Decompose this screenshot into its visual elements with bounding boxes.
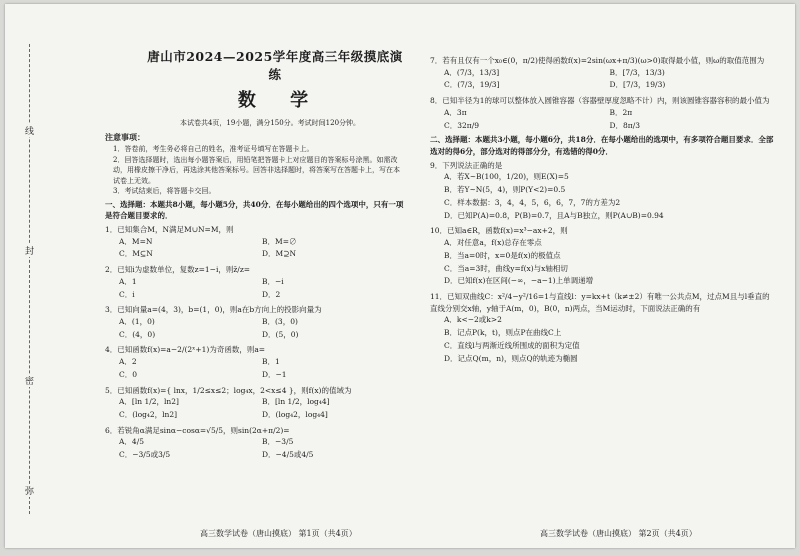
- option: C．(log₄2，ln2]: [119, 409, 178, 419]
- question-options: [105, 356, 405, 382]
- notice-heading: 注意事项：: [105, 132, 145, 143]
- left-column: [105, 48, 405, 462]
- option: C．(4，0): [119, 329, 156, 339]
- option: B．2π: [609, 107, 633, 117]
- option: D．2: [262, 289, 281, 299]
- option: C．当a=3时，曲线y=f(x)与x轴相切: [444, 263, 568, 273]
- option: A．M=N: [119, 236, 153, 246]
- notice-list: [105, 144, 405, 197]
- option: D．记点Q(m，n)，则点Q的轨迹为椭圆: [444, 353, 578, 363]
- question-stem: 9．下列说法正确的是: [430, 160, 503, 170]
- binding-mark: 线: [23, 126, 33, 135]
- option: D．−4/5或4/5: [262, 450, 314, 460]
- option: C．−3/5或3/5: [119, 450, 171, 460]
- option: D．已知P(A)=0.8，P(B)=0.7，且A与B独立，则P(A∪B)=0.94: [444, 210, 664, 220]
- option: A．(7/3，13/3]: [444, 67, 500, 77]
- question-stem: 4．已知函数f(x)=a−2/(2ˣ+1)为奇函数，则a=: [105, 345, 266, 355]
- option: A．若X~B(100，1/20)，则E(X)=5: [444, 172, 569, 182]
- option: C．32π/9: [444, 120, 480, 130]
- option: D．已知f(x)在区间(−∞，−a−1)上单调递增: [444, 276, 594, 286]
- notice-item: 1．答卷前，考生务必将自己的姓名，准考证号填写在答题卡上。: [113, 145, 314, 154]
- question-stem: 2．已知i为虚数单位，复数z=1−i，则z̄/z=: [105, 265, 251, 275]
- option: D．[7/3，19/3): [609, 80, 666, 90]
- section-heading: 二、选择题：本题共3小题，每小题6分，共18分．在每小题给出的选项中，有多项符合题目要求．全部选对的得6分，部分选对的得部分分，有选错的得0分．: [430, 135, 774, 156]
- page-footer-right: 高三数学试卷（唐山摸底） 第2页（共4页）: [540, 529, 697, 538]
- option: A．1: [119, 276, 137, 286]
- option: C．样本数据：3，4，4，5，6，6，7，7的方差为2: [444, 197, 621, 207]
- option: B．−3/5: [262, 437, 294, 447]
- option: B．记点P(k，t)，则点P在曲线C上: [444, 328, 562, 337]
- question-options: [430, 314, 775, 365]
- option: D．8π/3: [609, 120, 641, 130]
- option: D．−1: [262, 369, 287, 379]
- option: B．1: [262, 357, 280, 367]
- option: C．i: [119, 289, 135, 299]
- question-options: [430, 107, 775, 133]
- binding-mark: 弥: [23, 486, 33, 495]
- binding-mark: 密: [23, 376, 33, 385]
- question-options: [105, 396, 405, 422]
- question-stem: 11．已知双曲线C：x²/4−y²/16=1与直线l：y=kx+t（k≠±2）有唯一公共点M，过点M且与l垂直的直线分别交x轴，y轴于A(m，0)，B(0，n)两点，当M运动时，下面说法正确的有: [430, 292, 770, 313]
- question-options: [430, 171, 775, 222]
- option: A．k<−2或k>2: [444, 315, 502, 325]
- question-stem: 8．已知半径为1的球可以整体放入圆锥容器（容器壁厚度忽略不计）内，则该圆锥容器容积的最小值为: [430, 96, 770, 106]
- question-options: [105, 436, 405, 462]
- binding-line: [15, 44, 45, 514]
- option: C．M⊆N: [119, 249, 153, 259]
- page-footer-left: 高三数学试卷（唐山摸底） 第1页（共4页）: [200, 529, 357, 538]
- question-stem: 6．若锐角α满足sinα−cosα=√5/5，则sin(2α+π/2)=: [105, 425, 290, 435]
- option: D．(log₄2，log₄4]: [262, 409, 328, 419]
- question-options: [105, 316, 405, 342]
- question-options: [430, 237, 775, 288]
- option: C．直线l与两渐近线所围成的面积为定值: [444, 340, 580, 350]
- section-heading: 一、选择题：本题共8小题，每小题5分，共40分．在每小题给出的四个选项中，只有一项是符合题目要求的．: [105, 199, 404, 220]
- notice-item: 2．回答选择题时，选出每小题答案后，用铅笔把答题卡上对应题目的答案标号涂黑。如需改动，用橡皮擦干净后，再选涂其他答案标号。回答非选择题时，将答案写在答题卡上，写在本试卷上无效。: [113, 155, 400, 185]
- option: A．3π: [444, 107, 467, 117]
- binding-mark: 封: [23, 246, 33, 255]
- question-options: [105, 276, 405, 302]
- option: B．M=∅: [262, 236, 297, 246]
- option: B．[7/3，13/3): [609, 67, 665, 77]
- exam-title: 唐山市2024—2025学年度高三年级摸底演练: [147, 49, 403, 83]
- question-stem: 7．若有且仅有一个x₀∈(0，π/2)使得函数f(x)=2sin(ωx+π/3)(ω>0)取得最小值，则ω的取值范围为: [430, 56, 765, 65]
- option: D．M⊇N: [262, 249, 297, 259]
- binding-dashed-line: [29, 44, 30, 514]
- option: B．(3，0): [262, 316, 298, 326]
- question-stem: 10．已知a∈R，函数f(x)=x³−ax+2，则: [430, 226, 568, 236]
- option: C．(7/3，19/3]: [444, 80, 500, 90]
- option: A．[ln 1/2，ln2]: [119, 397, 179, 407]
- question-options: [430, 67, 775, 93]
- option: A．2: [119, 357, 137, 367]
- question-stem: 5．已知函数f(x)={ lnx，1/2≤x≤2；log₄x，2<x≤4 }，则f(x)的值域为: [105, 385, 352, 395]
- option: B．−i: [262, 276, 284, 286]
- option: A．对任意a，f(x)总存在零点: [444, 238, 542, 247]
- notice-item: 3．考试结束后，将答题卡交回。: [113, 187, 216, 196]
- exam-info: 本试卷共4页，19小题，满分150分。考试时间120分钟。: [179, 119, 361, 128]
- option: B．若Y~N(5，4)，则P(Y<2)=0.5: [444, 185, 566, 195]
- exam-paper: [5, 4, 795, 548]
- question-options: [105, 236, 405, 262]
- option: A．4/5: [119, 437, 144, 447]
- option: C．0: [119, 369, 138, 379]
- option: B．[ln 1/2，log₄4]: [262, 397, 330, 407]
- option: A．(1，0): [119, 316, 155, 326]
- exam-subject: 数 学: [237, 90, 323, 112]
- question-stem: 3．已知向量a=(4，3)，b=(1，0)，则a在b方向上的投影向量为: [105, 305, 322, 315]
- right-column: [430, 52, 775, 365]
- option: B．当a=0时，x=0是f(x)的极值点: [444, 250, 561, 260]
- question-stem: 1．已知集合M，N满足M∪N=M，则: [105, 225, 234, 235]
- option: D．(5，0): [262, 329, 299, 339]
